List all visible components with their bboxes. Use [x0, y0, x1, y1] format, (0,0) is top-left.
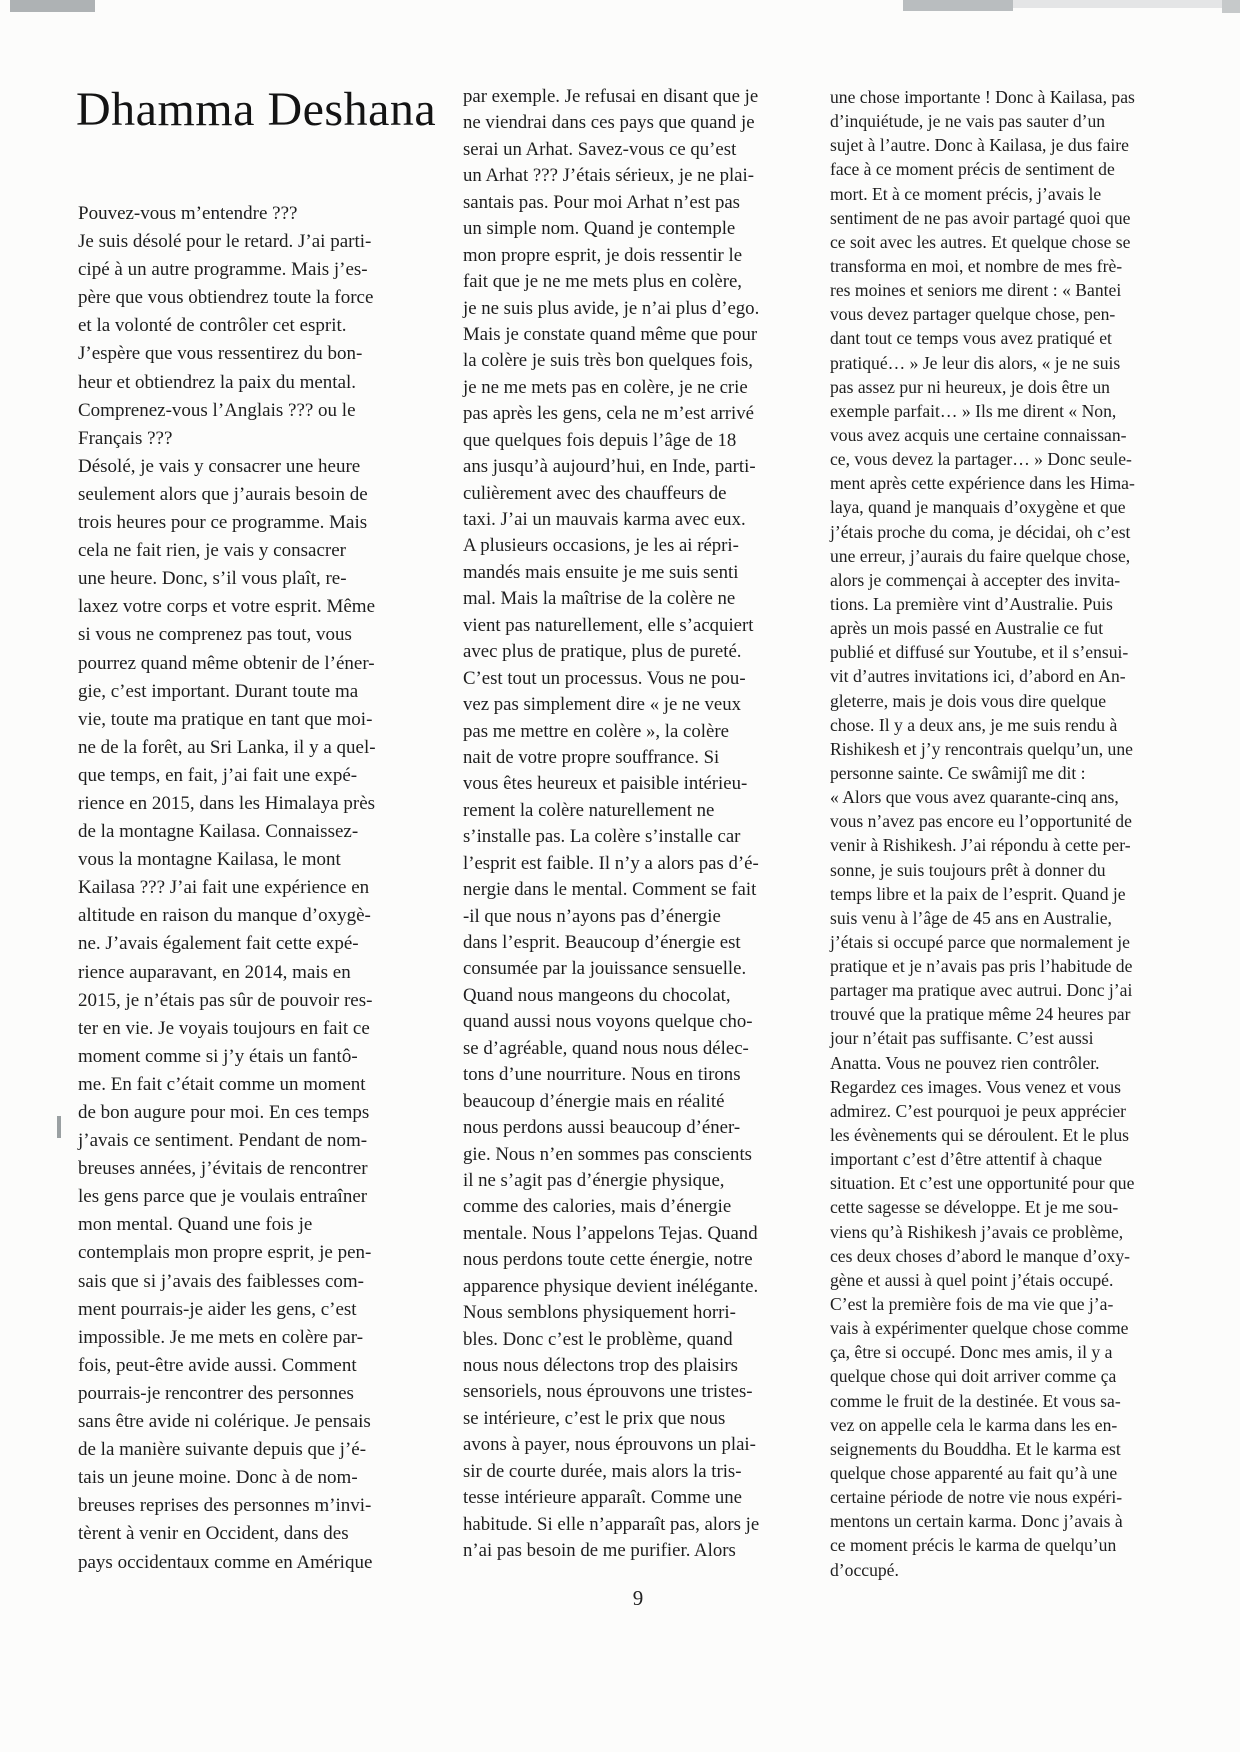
- text-line: laxez votre corps et votre esprit. Même: [78, 596, 376, 618]
- text-line: de la manière suivante depuis que j’é-: [78, 1439, 367, 1461]
- text-line: vit d’autres invitations ici, d’abord en An-: [830, 666, 1126, 687]
- text-line: ne de la forêt, au Sri Lanka, il y a quel-: [78, 736, 376, 758]
- text-line: mon propre esprit, je dois ressentir le: [463, 244, 743, 266]
- text-line: temps libre et la paix de l’esprit. Quand je: [830, 883, 1126, 904]
- text-line: 2015, je n’étais pas sûr de pouvoir res-: [78, 989, 373, 1011]
- text-line: J’espère que vous ressentirez du bon-: [78, 343, 363, 365]
- text-line: vous avez acquis une certaine connaissan-: [830, 424, 1127, 445]
- text-line: pourrais-je rencontrer des personnes: [78, 1382, 354, 1404]
- text-line: ces deux choses d’abord le manque d’oxy-: [830, 1245, 1130, 1266]
- text-line: Anatta. Vous ne pouvez rien contrôler.: [830, 1052, 1100, 1073]
- text-line: vous la montagne Kailasa, le mont: [78, 849, 341, 871]
- text-line: partager ma pratique avec autrui. Donc j’ai: [830, 980, 1133, 1001]
- text-line: suis venu à l’âge de 45 ans en Australie,: [830, 907, 1112, 928]
- text-line: mon mental. Quand une fois je: [78, 1214, 313, 1236]
- text-line: tèrent à venir en Occident, dans des: [78, 1523, 349, 1545]
- text-line: alors je commençai à accepter des invita-: [830, 569, 1121, 590]
- text-line: la colère je suis très bon quelques fois,: [463, 350, 753, 372]
- text-line: j’étais si occupé parce que normalement je: [830, 931, 1130, 952]
- text-line: pas après les gens, cela ne m’est arrivé: [463, 403, 754, 425]
- text-line: dans l’esprit. Beaucoup d’énergie est: [463, 932, 741, 953]
- text-line: Désolé, je vais y consacrer une heure: [78, 455, 361, 477]
- text-line: seulement alors que j’aurais besoin de: [78, 483, 368, 505]
- text-line: se intérieure, c’est le prix que nous: [463, 1407, 726, 1429]
- text-line: que quelques fois depuis l’âge de 18: [463, 429, 737, 451]
- text-line: tesse intérieure apparaît. Comme une: [463, 1487, 743, 1509]
- text-line: moment comme si j’y étais un fantô-: [78, 1045, 358, 1067]
- text-line: je ne me mets pas en colère, je ne crie: [463, 376, 748, 398]
- text-line: sujet à l’autre. Donc à Kailasa, je dus faire: [830, 135, 1129, 156]
- text-line: cela ne fait rien, je vais y consacrer: [78, 540, 346, 562]
- text-line: breuses années, j’évitais de rencontrer: [78, 1158, 368, 1180]
- text-line: gleterre, mais je dois vous dire quelque: [830, 690, 1107, 711]
- text-line: tions. La première vint d’Australie. Puis: [830, 593, 1113, 614]
- text-line: nous perdons aussi beaucoup d’éner-: [463, 1117, 741, 1139]
- text-line: contemplais mon propre esprit, je pen-: [78, 1242, 372, 1264]
- text-line: Français ???: [78, 427, 173, 449]
- text-line: avec plus de pratique, plus de pureté.: [463, 641, 742, 663]
- text-line: pourrez quand même obtenir de l’éner-: [78, 652, 375, 674]
- scan-artifact: [57, 1116, 61, 1138]
- text-line: Pouvez-vous m’entendre ???: [78, 203, 298, 224]
- text-line: sonne, je suis toujours prêt à donner du: [830, 859, 1106, 880]
- text-line: père que vous obtiendrez toute la force: [78, 287, 374, 309]
- text-line: pratiqué… » Je leur dis alors, « je ne suis: [830, 352, 1121, 373]
- text-line: nait de votre propre souffrance. Si: [463, 746, 720, 768]
- text-line: n’ai pas besoin de me purifier. Alors: [463, 1540, 736, 1562]
- text-line: une erreur, j’aurais du faire quelque chose,: [830, 545, 1131, 566]
- text-line: C’est la première fois de ma vie que j’a-: [830, 1294, 1114, 1315]
- scan-artifact: [903, 0, 1013, 11]
- text-line: heur et obtiendrez la paix du mental.: [78, 371, 357, 393]
- text-line: pays occidentaux comme en Amérique: [78, 1551, 373, 1573]
- text-line: C’est tout un processus. Vous ne pou-: [463, 667, 746, 689]
- text-line: gie. Nous n’en sommes pas conscients: [463, 1143, 752, 1165]
- text-line: par exemple. Je refusai en disant que je: [463, 86, 759, 107]
- text-line: personne sainte. Ce swâmijî me dit :: [830, 762, 1086, 783]
- text-line: consumée par la jouissance sensuelle.: [463, 958, 747, 980]
- text-line: ce moment précis le karma de quelqu’un: [830, 1535, 1117, 1556]
- text-line: pratique et je n’avais pas pris l’habitude de: [830, 956, 1133, 977]
- text-line: rience auparavant, en 2014, mais en: [78, 961, 351, 983]
- text-line: santais pas. Pour moi Arhat n’est pas: [463, 191, 740, 213]
- text-line: mentale. Nous l’appelons Tejas. Quand: [463, 1222, 758, 1244]
- text-line: cette sagesse se développe. Et je me sou-: [830, 1197, 1119, 1218]
- text-line: publié et diffusé sur Youtube, et il s’ensui-: [830, 642, 1129, 663]
- text-line: Mais je constate quand même que pour: [463, 323, 758, 345]
- text-line: me. En fait c’était comme un moment: [78, 1073, 366, 1095]
- text-column-1: [78, 200, 455, 1577]
- text-line: l’esprit est faible. Il n’y a alors pas d’é-: [463, 852, 759, 874]
- text-line: pas assez pur ni heureux, je dois être un: [830, 376, 1110, 397]
- text-line: certaine période de notre vie nous expéri-: [830, 1487, 1123, 1508]
- text-line: fait que je ne me mets plus en colère,: [463, 271, 743, 293]
- text-line: je ne suis plus avide, je n’ai plus d’ego.: [463, 297, 760, 319]
- text-line: sensoriels, nous éprouvons une tristes-: [463, 1381, 753, 1403]
- text-line: rience en 2015, dans les Himalaya près: [78, 792, 376, 814]
- text-line: quand aussi nous voyons quelque cho-: [463, 1011, 753, 1033]
- text-line: Je suis désolé pour le retard. J’ai parti-: [78, 231, 372, 253]
- text-line: viens qu’à Rishikesh j’avais ce problème,: [830, 1221, 1124, 1242]
- page-number: 9: [632, 1586, 644, 1610]
- text-line: -il que nous n’ayons pas d’énergie: [463, 905, 721, 927]
- text-line: apparence physique devient inélégante.: [463, 1275, 759, 1297]
- text-line: laya, quand je manquais d’oxygène et que: [830, 497, 1126, 518]
- text-line: comme le fruit de la destinée. Et vous sa-: [830, 1390, 1121, 1411]
- text-line: ne viendrai dans ces pays que quand je: [463, 112, 755, 134]
- text-line: res moines et seniors me dirent : « Bantei: [830, 280, 1122, 301]
- text-line: mort. Et à ce moment précis, j’avais le: [830, 183, 1102, 204]
- text-line: rement la colère naturellement ne: [463, 799, 715, 821]
- text-line: exemple parfait… » Ils me dirent « Non,: [830, 400, 1117, 421]
- text-line: Rishikesh et j’y rencontrais quelqu’un, une: [830, 738, 1133, 759]
- text-line: breuses reprises des personnes m’invi-: [78, 1495, 372, 1517]
- text-line: quelque chose apparenté au fait qu’à une: [830, 1463, 1118, 1484]
- text-line: ment après cette expérience dans les Hima-: [830, 473, 1135, 494]
- text-line: altitude en raison du manque d’oxygè-: [78, 905, 371, 927]
- text-line: vez on appelle cela le karma dans les en-: [830, 1414, 1118, 1435]
- text-line: habitude. Si elle n’apparaît pas, alors je: [463, 1513, 760, 1535]
- text-column-2: [463, 84, 825, 1565]
- text-line: vous n’avez pas encore eu l’opportunité de: [830, 811, 1132, 832]
- text-line: nous perdons toute cette énergie, notre: [463, 1249, 753, 1271]
- text-line: ans jusqu’à aujourd’hui, en Inde, parti-: [463, 456, 756, 478]
- text-line: jour n’était pas suffisante. C’est aussi: [830, 1028, 1094, 1049]
- text-line: pas me mettre en colère », la colère: [463, 720, 729, 742]
- text-line: après un mois passé en Australie ce fut: [830, 618, 1104, 639]
- text-line: transforma en moi, et nombre de mes frè-: [830, 255, 1123, 276]
- text-line: les évènements qui se déroulent. Et le plus: [830, 1125, 1130, 1146]
- text-line: ne. J’avais également fait cette expé-: [78, 933, 359, 955]
- text-line: sentiment de ne pas avoir partagé quoi que: [830, 207, 1131, 228]
- page-title: Dhamma Deshana: [76, 83, 437, 136]
- text-line: vous êtes heureux et paisible intérieu-: [463, 773, 748, 795]
- text-line: venir à Rishikesh. J’ai répondu à cette per-: [830, 835, 1131, 856]
- scan-artifact: [10, 0, 95, 12]
- text-line: mal. Mais la maîtrise de la colère ne: [463, 588, 736, 610]
- text-line: vient pas naturellement, elle s’acquiert: [463, 614, 754, 636]
- text-line: culièrement avec des chauffeurs de: [463, 482, 727, 504]
- text-line: de bon augure pour moi. En ces temps: [78, 1102, 370, 1123]
- text-line: « Alors que vous avez quarante-cinq ans,: [830, 787, 1119, 808]
- text-column-3: [830, 85, 1198, 1582]
- text-line: vie, toute ma pratique en tant que moi-: [78, 708, 373, 730]
- text-line: nous nous délectons trop des plaisirs: [463, 1355, 738, 1376]
- text-line: une chose importante ! Donc à Kailasa, pas: [830, 87, 1135, 107]
- text-line: et la volonté de contrôler cet esprit.: [78, 315, 347, 337]
- scan-artifact: [1222, 0, 1240, 13]
- text-line: taxi. J’ai un mauvais karma avec eux.: [463, 509, 746, 530]
- text-line: cipé à un autre programme. Mais j’es-: [78, 259, 368, 281]
- text-line: fois, peut-être avide aussi. Comment: [78, 1354, 357, 1376]
- text-line: ça, être si occupé. Donc mes amis, il y a: [830, 1342, 1113, 1363]
- text-line: face à ce moment précis de sentiment de: [830, 159, 1115, 180]
- text-line: Kailasa ??? J’ai fait une expérience en: [78, 877, 370, 899]
- text-line: Nous semblons physiquement horri-: [463, 1302, 736, 1324]
- text-line: dant tout ce temps vous avez pratiqué et: [830, 328, 1112, 349]
- text-line: chose. Il y a deux ans, je me suis rendu à: [830, 714, 1118, 735]
- text-line: gène et aussi à quel point j’étais occupé.: [830, 1269, 1114, 1290]
- text-line: Regardez ces images. Vous venez et vous: [830, 1076, 1122, 1097]
- text-line: s’installe pas. La colère s’installe car: [463, 826, 741, 848]
- text-line: si vous ne comprenez pas tout, vous: [78, 624, 352, 646]
- text-line: quelque chose qui doit arriver comme ça: [830, 1366, 1117, 1387]
- text-line: mentons un certain karma. Donc j’avais à: [830, 1511, 1123, 1532]
- text-line: impossible. Je me mets en colère par-: [78, 1326, 364, 1348]
- text-line: un simple nom. Quand je contemple: [463, 218, 736, 240]
- text-line: comme des calories, mais d’énergie: [463, 1196, 732, 1218]
- text-line: mandés mais ensuite je me suis senti: [463, 561, 739, 583]
- text-line: ce soit avec les autres. Et quelque chose se: [830, 231, 1131, 252]
- text-line: d’occupé.: [830, 1559, 899, 1580]
- text-line: seignements du Bouddha. Et le karma est: [830, 1438, 1121, 1459]
- text-line: sans être avide ni colérique. Je pensais: [78, 1411, 371, 1433]
- text-line: important c’est d’être attentif à chaque: [830, 1149, 1103, 1170]
- text-line: beaucoup d’énergie mais en réalité: [463, 1090, 725, 1112]
- text-line: que temps, en fait, j’ai fait une expé-: [78, 764, 358, 786]
- text-line: nergie dans le mental. Comment se fait: [463, 879, 757, 901]
- text-line: ment pourrais-je aider les gens, c’est: [78, 1298, 357, 1320]
- text-line: bles. Donc c’est le problème, quand: [463, 1328, 733, 1350]
- text-line: avons à payer, nous éprouvons un plai-: [463, 1434, 756, 1456]
- text-line: Comprenez-vous l’Anglais ??? ou le: [78, 399, 356, 421]
- text-line: se d’agréable, quand nous nous délec-: [463, 1037, 749, 1059]
- text-line: vez pas simplement dire « je ne veux: [463, 694, 741, 716]
- text-line: admirez. C’est pourquoi je peux apprécier: [830, 1100, 1127, 1121]
- text-line: trouvé que la pratique même 24 heures par: [830, 1004, 1131, 1025]
- text-line: une heure. Donc, s’il vous plaît, re-: [78, 568, 347, 590]
- text-line: j’étais proche du coma, je décidai, oh c’est: [830, 521, 1131, 542]
- text-line: tais un jeune moine. Donc à de nom-: [78, 1467, 358, 1489]
- text-line: d’inquiétude, je ne vais pas sauter d’un: [830, 111, 1106, 132]
- text-line: les gens parce que je voulais entraîner: [78, 1186, 368, 1208]
- text-line: trois heures pour ce programme. Mais: [78, 512, 368, 534]
- text-line: vous devez partager quelque chose, pen-: [830, 304, 1116, 325]
- text-line: vais à expérimenter quelque chose comme: [830, 1318, 1129, 1339]
- text-line: ce, vous devez la partager… » Donc seule-: [830, 449, 1132, 470]
- text-line: ter en vie. Je voyais toujours en fait ce: [78, 1017, 370, 1039]
- text-line: serai un Arhat. Savez-vous ce qu’est: [463, 138, 737, 160]
- text-line: A plusieurs occasions, je les ai répri-: [463, 535, 739, 557]
- text-line: de la montagne Kailasa. Connaissez-: [78, 821, 359, 843]
- scan-artifact: [1013, 0, 1240, 8]
- text-line: situation. Et c’est une opportunité pour que: [830, 1173, 1135, 1194]
- text-line: sais que si j’avais des faiblesses com-: [78, 1270, 364, 1292]
- text-line: tons d’une nourriture. Nous en tirons: [463, 1064, 741, 1086]
- text-line: j’avais ce sentiment. Pendant de nom-: [78, 1130, 368, 1152]
- text-line: gie, c’est important. Durant toute ma: [78, 680, 359, 702]
- text-line: il ne s’agit pas d’énergie physique,: [463, 1169, 725, 1191]
- text-line: Quand nous mangeons du chocolat,: [463, 984, 731, 1006]
- text-line: un Arhat ??? J’étais sérieux, je ne plai-: [463, 165, 754, 187]
- text-line: sir de courte durée, mais alors la tris-: [463, 1460, 742, 1482]
